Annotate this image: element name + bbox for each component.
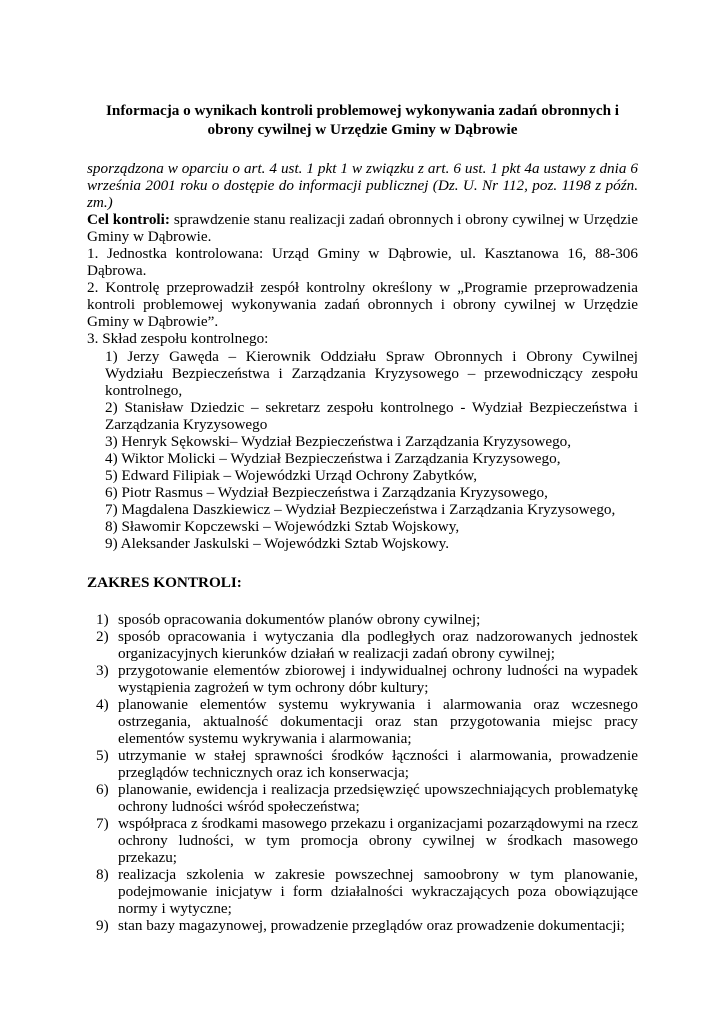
team-member <box>105 433 638 450</box>
team-member <box>105 467 638 484</box>
team-list <box>87 348 638 552</box>
team-member-number: 2) <box>105 399 118 416</box>
team-member-text: Jerzy Gawęda – Kierownik Oddziału Spraw Obronnych i Obrony Cywilnej Wydziału Bezpieczeństwa i Zarządzania Kryzysowego – przewodniczący zespołu kontrolnego, <box>105 348 638 399</box>
team-member-text: Magdalena Daszkiewicz – Wydział Bezpieczeństwa i Zarządzania Kryzysowego, <box>121 501 616 518</box>
scope-item-text: planowanie elementów systemu wykrywania i alarmowania oraz wczesnego ostrzegania, aktualność dokumentacji oraz stan przygotowania miejsc pracy elementów systemu wykrywania i alarmowania; <box>118 696 638 747</box>
team-member-text: Stanisław Dziedzic – sekretarz zespołu kontrolnego - Wydział Bezpieczeństwa i Zarządzania Kryzysowego <box>105 399 639 433</box>
team-member-text: Sławomir Kopczewski – Wojewódzki Sztab Wojskowy, <box>121 518 460 535</box>
scope-item <box>87 917 638 934</box>
document-subtitle: sporządzona w oparciu o art. 4 ust. 1 pkt 1 w związku z art. 6 ust. 1 pkt 4a ustawy z dnia 6 września 2001 roku o dostępie do informacji publicznej (Dz. U. Nr 112, poz. 1198 z późn. zm.) <box>87 160 638 211</box>
scope-item <box>87 866 638 917</box>
team-member-number: 9) <box>105 535 118 552</box>
scope-item-text: przygotowanie elementów zbiorowej i indywidualnej ochrony ludności na wypadek wystąpienia zagrożeń w tym ochrony dóbr kultury; <box>118 662 638 696</box>
scope-item-text: współpraca z środkami masowego przekazu i organizacjami pozarządowymi na rzecz ochrony ludności, w tym promocja obrony cywilnej w środkach masowego przekazu; <box>118 815 638 866</box>
team-member-number: 6) <box>105 484 118 501</box>
scope-item-number: 3) <box>96 662 109 679</box>
team-member-text: Aleksander Jaskulski – Wojewódzki Sztab Wojskowy. <box>120 535 450 552</box>
team-member-number: 7) <box>105 501 118 518</box>
team-member <box>105 399 638 433</box>
document-title: Informacja o wynikach kontroli problemowej wykonywania zadań obronnych i obrony cywilnej w Urzędzie Gminy w Dąbrowie <box>105 102 620 138</box>
scope-item <box>87 696 638 747</box>
team-member-text: Wiktor Molicki – Wydział Bezpieczeństwa i Zarządzania Kryzysowego, <box>121 450 561 467</box>
scope-item-text: sposób opracowania dokumentów planów obrony cywilnej; <box>118 611 481 628</box>
scope-item <box>87 815 638 866</box>
team-member <box>105 535 638 552</box>
scope-item-text: sposób opracowania i wytyczania dla podległych oraz nadzorowanych jednostek organizacyjnych kierunków działań w realizacji zadań obrony cywilnej; <box>118 628 638 662</box>
scope-item-number: 1) <box>96 611 109 628</box>
scope-item <box>87 747 638 781</box>
team-member-number: 1) <box>105 348 118 365</box>
scope-item <box>87 628 638 662</box>
control-goal <box>87 211 638 245</box>
team-member-number: 4) <box>105 450 118 467</box>
control-conducted-by: 2. Kontrolę przeprowadził zespół kontrolny określony w „Programie przeprowadzenia kontroli problemowej wykonywania zadań obronnych i obrony cywilnej w Urzędzie Gminy w Dąbrowie”. <box>87 279 638 330</box>
team-member-number: 8) <box>105 518 118 535</box>
scope-item-text: stan bazy magazynowej, prowadzenie przeglądów oraz prowadzenie dokumentacji; <box>118 917 625 934</box>
scope-item-number: 7) <box>96 815 109 832</box>
scope-item-number: 8) <box>96 866 109 883</box>
scope-item <box>87 662 638 696</box>
control-goal-label: Cel kontroli: <box>87 211 170 228</box>
team-member <box>105 501 638 518</box>
team-member <box>105 484 638 501</box>
scope-item-number: 5) <box>96 747 109 764</box>
team-member <box>105 348 638 399</box>
team-member-number: 5) <box>105 467 118 484</box>
controlled-unit: 1. Jednostka kontrolowana: Urząd Gminy w Dąbrowie, ul. Kasztanowa 16, 88-306 Dąbrowa. <box>87 245 638 279</box>
team-member-text: Piotr Rasmus – Wydział Bezpieczeństwa i Zarządzania Kryzysowego, <box>121 484 548 501</box>
scope-list <box>87 611 638 934</box>
scope-item-number: 9) <box>96 917 109 934</box>
scope-item-number: 6) <box>96 781 109 798</box>
team-heading: 3. Skład zespołu kontrolnego: <box>87 330 269 347</box>
team-member <box>105 450 638 467</box>
control-goal-text: sprawdzenie stanu realizacji zadań obronnych i obrony cywilnej w Urzędzie Gminy w Dąbrowie. <box>87 211 639 245</box>
team-member <box>105 518 638 535</box>
scope-item-text: utrzymanie w stałej sprawności środków łączności i alarmowania, prowadzenie przeglądów technicznych oraz ich konserwacja; <box>118 747 638 781</box>
scope-item-number: 4) <box>96 696 109 713</box>
team-member-number: 3) <box>105 433 118 450</box>
team-member-text: Henryk Sękowski– Wydział Bezpieczeństwa i Zarządzania Kryzysowego, <box>121 433 572 450</box>
scope-item <box>87 781 638 815</box>
scope-item <box>87 611 638 628</box>
scope-item-text: realizacja szkolenia w zakresie powszechnej samoobrony w tym planowanie, podejmowanie inicjatyw i form działalności wykraczających poza obowiązujące normy i wytyczne; <box>118 866 638 917</box>
scope-heading: ZAKRES KONTROLI: <box>87 574 242 591</box>
scope-item-text: planowanie, ewidencja i realizacja przedsięwzięć upowszechniających problematykę ochrony ludności wśród społeczeństwa; <box>118 781 638 815</box>
team-member-text: Edward Filipiak – Wojewódzki Urząd Ochrony Zabytków, <box>121 467 478 484</box>
scope-item-number: 2) <box>96 628 109 645</box>
